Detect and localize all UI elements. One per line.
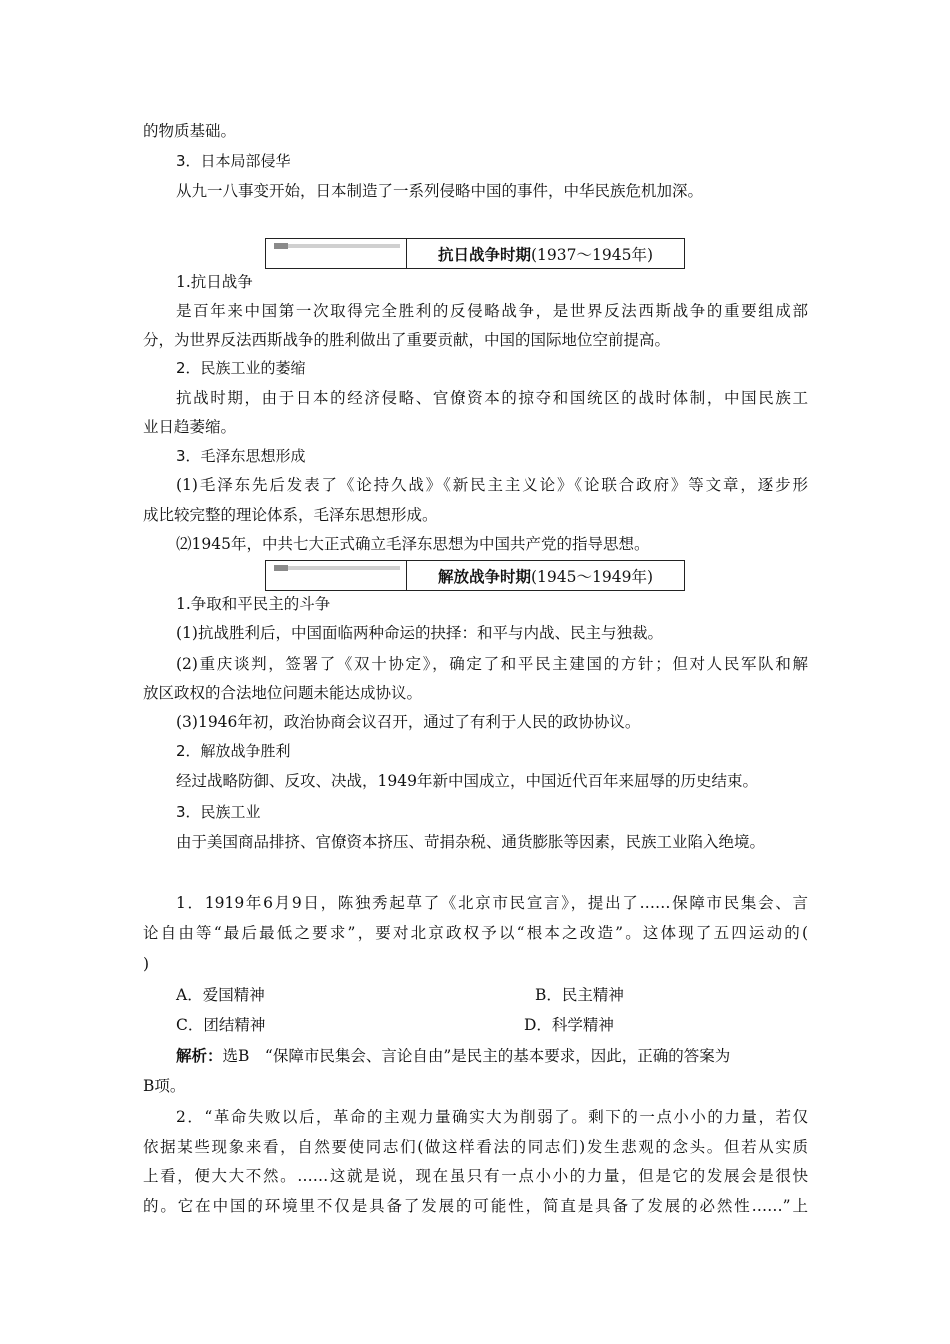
heading-liberation-victory: 2．解放战争胜利 (176, 742, 291, 760)
paragraph-line: (1)抗战胜利后，中国面临两种命运的抉择：和平与内战、民主与独裁。 (176, 624, 663, 642)
heading-anti-japanese-war: 1.抗日战争 (176, 273, 253, 291)
section-title (407, 561, 684, 590)
banner-icon-cell (266, 239, 407, 268)
question-1-line: 1．1919年6月9日，陈独秀起草了《北京市民宣言》，提出了……保障市民集会、言 (176, 894, 808, 912)
paragraph-line: (3)1946年初，政治协商会议召开，通过了有利于人民的政协协议。 (176, 713, 641, 731)
question-2-line: 2．“革命失败以后，革命的主观力量确实大为削弱了。剩下的一点小小的力量，若仅 (176, 1108, 808, 1126)
section-banner-liberation-war (265, 560, 685, 591)
section-title-text: 解放战争时期 (437, 567, 531, 586)
heading-national-industry: 3．民族工业 (176, 803, 261, 821)
paragraph-line: 抗战时期，由于日本的经济侵略、官僚资本的掠夺和国统区的战时体制，中国民族工 (176, 389, 808, 407)
heading-national-industry-decline: 2．民族工业的萎缩 (176, 359, 306, 377)
answer-explanation-line: B项。 (143, 1077, 186, 1095)
section-title-text: 抗日战争时期 (437, 245, 531, 264)
option-a: A．爱国精神 (176, 986, 265, 1004)
intro-tail: 的物质基础。 (143, 122, 237, 140)
paragraph-line: 经过战略防御、反攻、决战，1949年新中国成立，中国近代百年来屈辱的历史结束。 (176, 772, 758, 790)
paragraph-line: (2)重庆谈判，签署了《双十协定》，确定了和平民主建国的方针；但对人民军队和解 (176, 655, 808, 673)
section-title-years: (1937～1945年) (531, 245, 653, 264)
paragraph-line: 是百年来中国第一次取得完全胜利的反侵略战争，是世界反法西斯战争的重要组成部 (176, 302, 808, 320)
question-2-line: 上看，便大大不然。……这就是说，现在虽只有一点小小的力量，但是它的发展会是很快 (143, 1167, 808, 1185)
heading-peace-democracy: 1.争取和平民主的斗争 (176, 595, 331, 613)
question-1-line: ) (143, 955, 150, 973)
banner-decoration (274, 244, 400, 248)
section-marker-icon (274, 565, 288, 571)
heading-japan-invasion: 3．日本局部侵华 (176, 152, 291, 170)
question-2-line: 的。它在中国的环境里不仅是具备了发展的可能性，简直是具备了发展的必然性……”上 (143, 1197, 808, 1215)
paragraph-line: (1)毛泽东先后发表了《论持久战》《新民主主义论》《论联合政府》等文章，逐步形 (176, 476, 808, 494)
option-c: C．团结精神 (176, 1016, 266, 1034)
paragraph-japan-invasion: 从九一八事变开始，日本制造了一系列侵略中国的事件，中华民族危机加深。 (176, 182, 704, 200)
heading-mao-thought: 3．毛泽东思想形成 (176, 447, 306, 465)
answer-text: 选B “保障市民集会、言论自由”是民主的基本要求，因此，正确的答案为 (222, 1047, 731, 1065)
question-2-line: 依据某些现象来看，自然要使同志们(做这样看法的同志们)发生悲观的念头。但若从实质 (143, 1138, 808, 1156)
section-marker-icon (274, 243, 288, 249)
question-1-line: 论自由等“最后最低之要求”，要对北京政权予以“根本之改造”。这体现了五四运动的( (143, 924, 808, 942)
paragraph-line: 分，为世界反法西斯战争的胜利做出了重要贡献，中国的国际地位空前提高。 (143, 331, 671, 349)
answer-explanation (176, 1046, 808, 1066)
paragraph-line: 由于美国商品排挤、官僚资本挤压、苛捐杂税、通货膨胀等因素，民族工业陷入绝境。 (176, 833, 766, 851)
section-banner-anti-japanese-war (265, 238, 685, 269)
paragraph-line: 成比较完整的理论体系，毛泽东思想形成。 (143, 506, 438, 524)
answer-label: 解析： (176, 1047, 223, 1065)
banner-decoration (274, 566, 400, 570)
option-d: D．科学精神 (524, 1016, 614, 1034)
paragraph-line: 放区政权的合法地位问题未能达成协议。 (143, 684, 423, 702)
paragraph-line: 业日趋萎缩。 (143, 418, 237, 436)
section-title (407, 239, 684, 268)
banner-icon-cell (266, 561, 407, 590)
paragraph-line: ⑵1945年，中共七大正式确立毛泽东思想为中国共产党的指导思想。 (176, 535, 650, 553)
section-title-years: (1945～1949年) (531, 567, 653, 586)
option-b: B．民主精神 (535, 986, 624, 1004)
